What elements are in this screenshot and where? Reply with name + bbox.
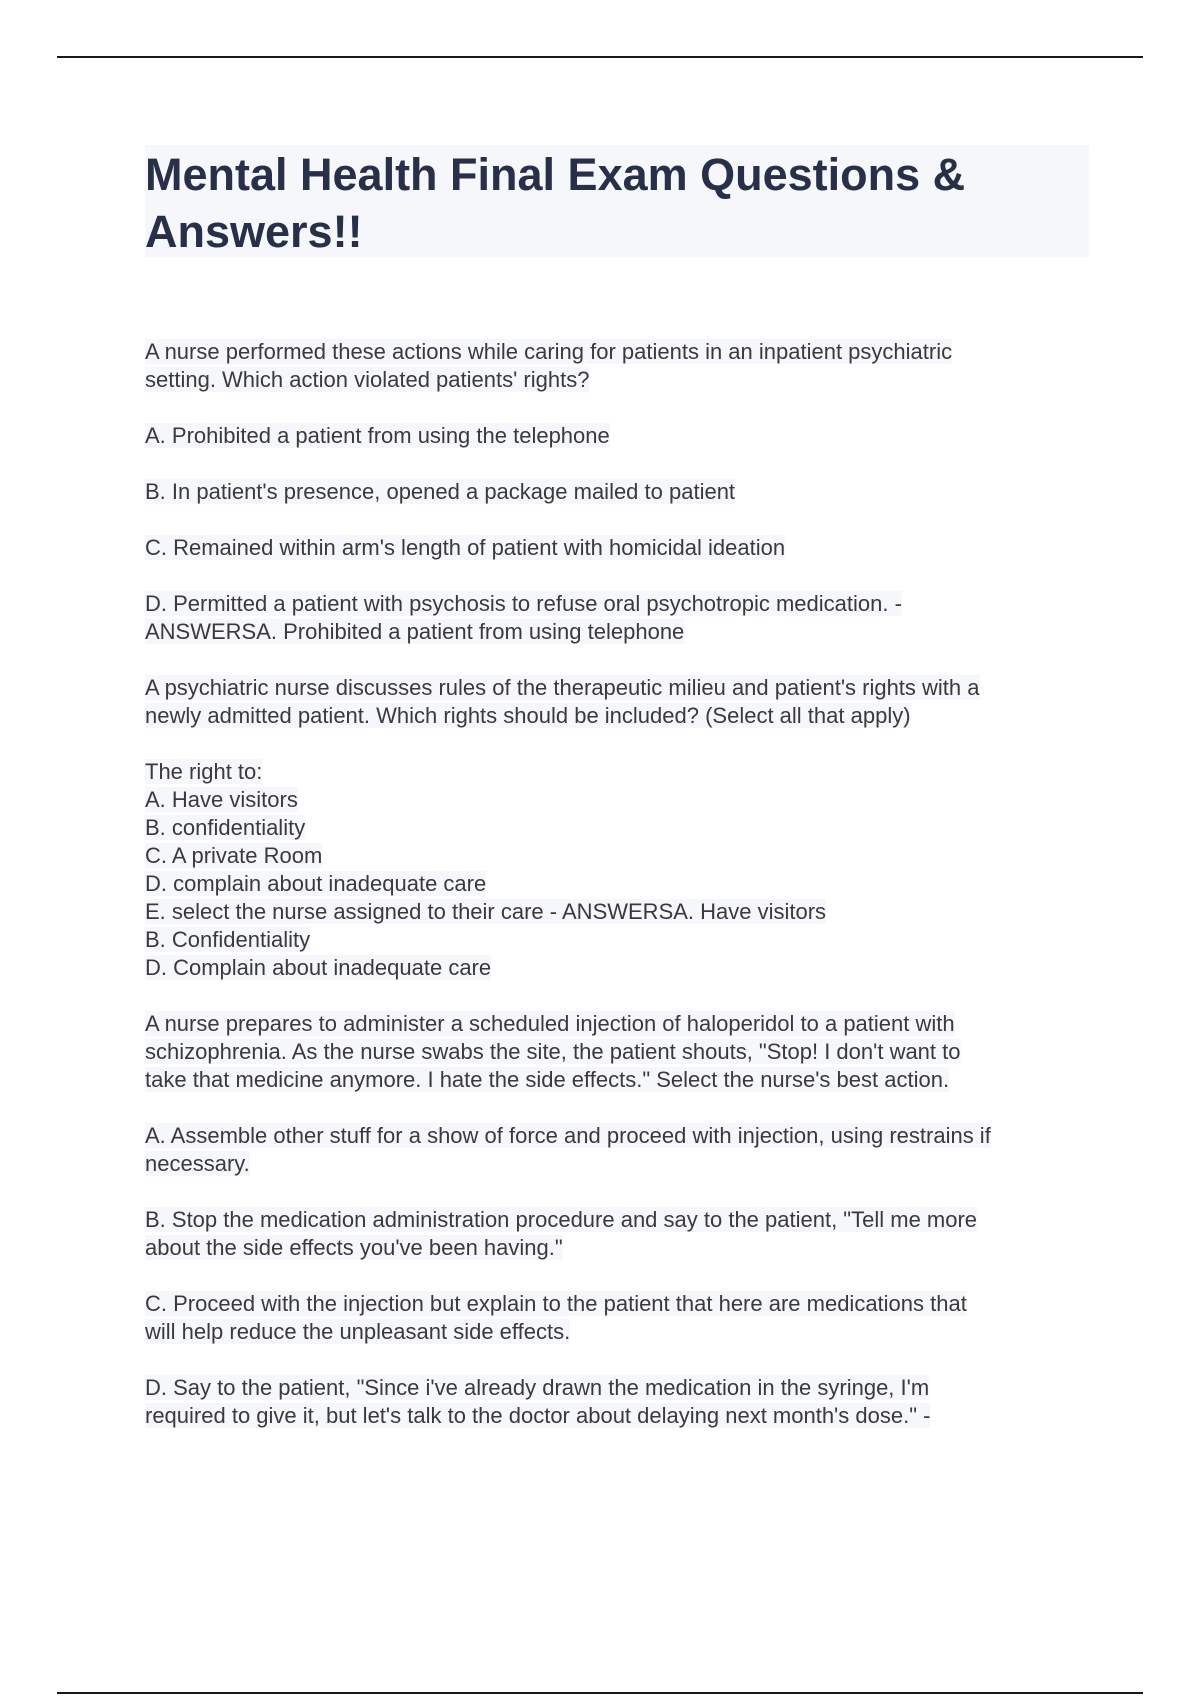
- text-line: [145, 338, 1090, 366]
- text-line-content: D. complain about inadequate care: [145, 871, 487, 896]
- text-line-content: C. A private Room: [145, 843, 323, 868]
- text-line: [145, 786, 1090, 814]
- text-line: [145, 954, 1090, 982]
- text-line: [145, 1150, 1090, 1178]
- text-line-content: schizophrenia. As the nurse swabs the site, the patient shouts, "Stop! I don't want to: [145, 1039, 961, 1064]
- text-line-content: newly admitted patient. Which rights should be included? (Select all that apply): [145, 703, 911, 728]
- text-line-content: B. In patient's presence, opened a package mailed to patient: [145, 479, 736, 504]
- text-line: [145, 1206, 1090, 1234]
- paragraph: [145, 422, 1090, 450]
- text-line: [145, 842, 1090, 870]
- text-line-content: A psychiatric nurse discusses rules of the therapeutic milieu and patient's rights with a: [145, 675, 980, 700]
- text-line-content: A nurse prepares to administer a scheduled injection of haloperidol to a patient with: [145, 1011, 955, 1036]
- bottom-rule: [57, 1692, 1143, 1694]
- paragraph: [145, 758, 1090, 982]
- paragraph: [145, 1374, 1090, 1430]
- text-line: [145, 618, 1090, 646]
- text-line: [145, 702, 1090, 730]
- text-line-content: C. Proceed with the injection but explain to the patient that here are medications that: [145, 1291, 967, 1316]
- paragraph: [145, 338, 1090, 394]
- text-line-content: ANSWERSA. Prohibited a patient from using telephone: [145, 619, 685, 644]
- document-body: [145, 338, 1090, 1458]
- text-line: [145, 758, 1090, 786]
- text-line: [145, 1038, 1090, 1066]
- text-line-content: will help reduce the unpleasant side effects.: [145, 1319, 571, 1344]
- text-line: [145, 814, 1090, 842]
- text-line-content: E. select the nurse assigned to their care - ANSWERSA. Have visitors: [145, 899, 827, 924]
- text-line: [145, 1402, 1090, 1430]
- text-line: [145, 1122, 1090, 1150]
- text-line-content: C. Remained within arm's length of patient with homicidal ideation: [145, 535, 786, 560]
- top-rule: [57, 56, 1143, 58]
- text-line: [145, 478, 1090, 506]
- paragraph: [145, 1290, 1090, 1346]
- text-line-content: B. confidentiality: [145, 815, 306, 840]
- paragraph: [145, 1122, 1090, 1178]
- text-line-content: necessary.: [145, 1151, 250, 1176]
- text-line-content: B. Confidentiality: [145, 927, 311, 952]
- text-line-content: setting. Which action violated patients' rights?: [145, 367, 590, 392]
- text-line: [145, 1374, 1090, 1402]
- paragraph: [145, 478, 1090, 506]
- text-line: [145, 1010, 1090, 1038]
- text-line-content: The right to:: [145, 759, 263, 784]
- text-line: [145, 1290, 1090, 1318]
- text-line-content: A. Have visitors: [145, 787, 298, 812]
- text-line: [145, 1066, 1090, 1094]
- paragraph: [145, 1206, 1090, 1262]
- text-line: [145, 366, 1090, 394]
- text-line-content: A. Assemble other stuff for a show of force and proceed with injection, using restrains if: [145, 1123, 991, 1148]
- text-line: [145, 534, 1090, 562]
- document-title: Mental Health Final Exam Questions & Answers!!: [145, 149, 966, 257]
- text-line-content: A. Prohibited a patient from using the telephone: [145, 423, 610, 448]
- paragraph: [145, 590, 1090, 646]
- text-line-content: about the side effects you've been having.": [145, 1235, 563, 1260]
- text-line: [145, 926, 1090, 954]
- text-line-content: D. Say to the patient, "Since i've already drawn the medication in the syringe, I'm: [145, 1375, 930, 1400]
- text-line: [145, 870, 1090, 898]
- text-line: [145, 674, 1090, 702]
- text-line: [145, 898, 1090, 926]
- text-line: [145, 422, 1090, 450]
- text-line-content: required to give it, but let's talk to the doctor about delaying next month's dose." -: [145, 1403, 931, 1428]
- text-line: [145, 1234, 1090, 1262]
- paragraph: [145, 674, 1090, 730]
- text-line-content: B. Stop the medication administration procedure and say to the patient, "Tell me more: [145, 1207, 978, 1232]
- text-line-content: take that medicine anymore. I hate the side effects." Select the nurse's best action.: [145, 1067, 950, 1092]
- text-line-content: D. Permitted a patient with psychosis to refuse oral psychotropic medication. -: [145, 591, 902, 616]
- paragraph: [145, 534, 1090, 562]
- text-line-content: D. Complain about inadequate care: [145, 955, 492, 980]
- text-line: [145, 590, 1090, 618]
- paragraph: [145, 1010, 1090, 1094]
- text-line: [145, 1318, 1090, 1346]
- text-line-content: A nurse performed these actions while caring for patients in an inpatient psychiatric: [145, 339, 953, 364]
